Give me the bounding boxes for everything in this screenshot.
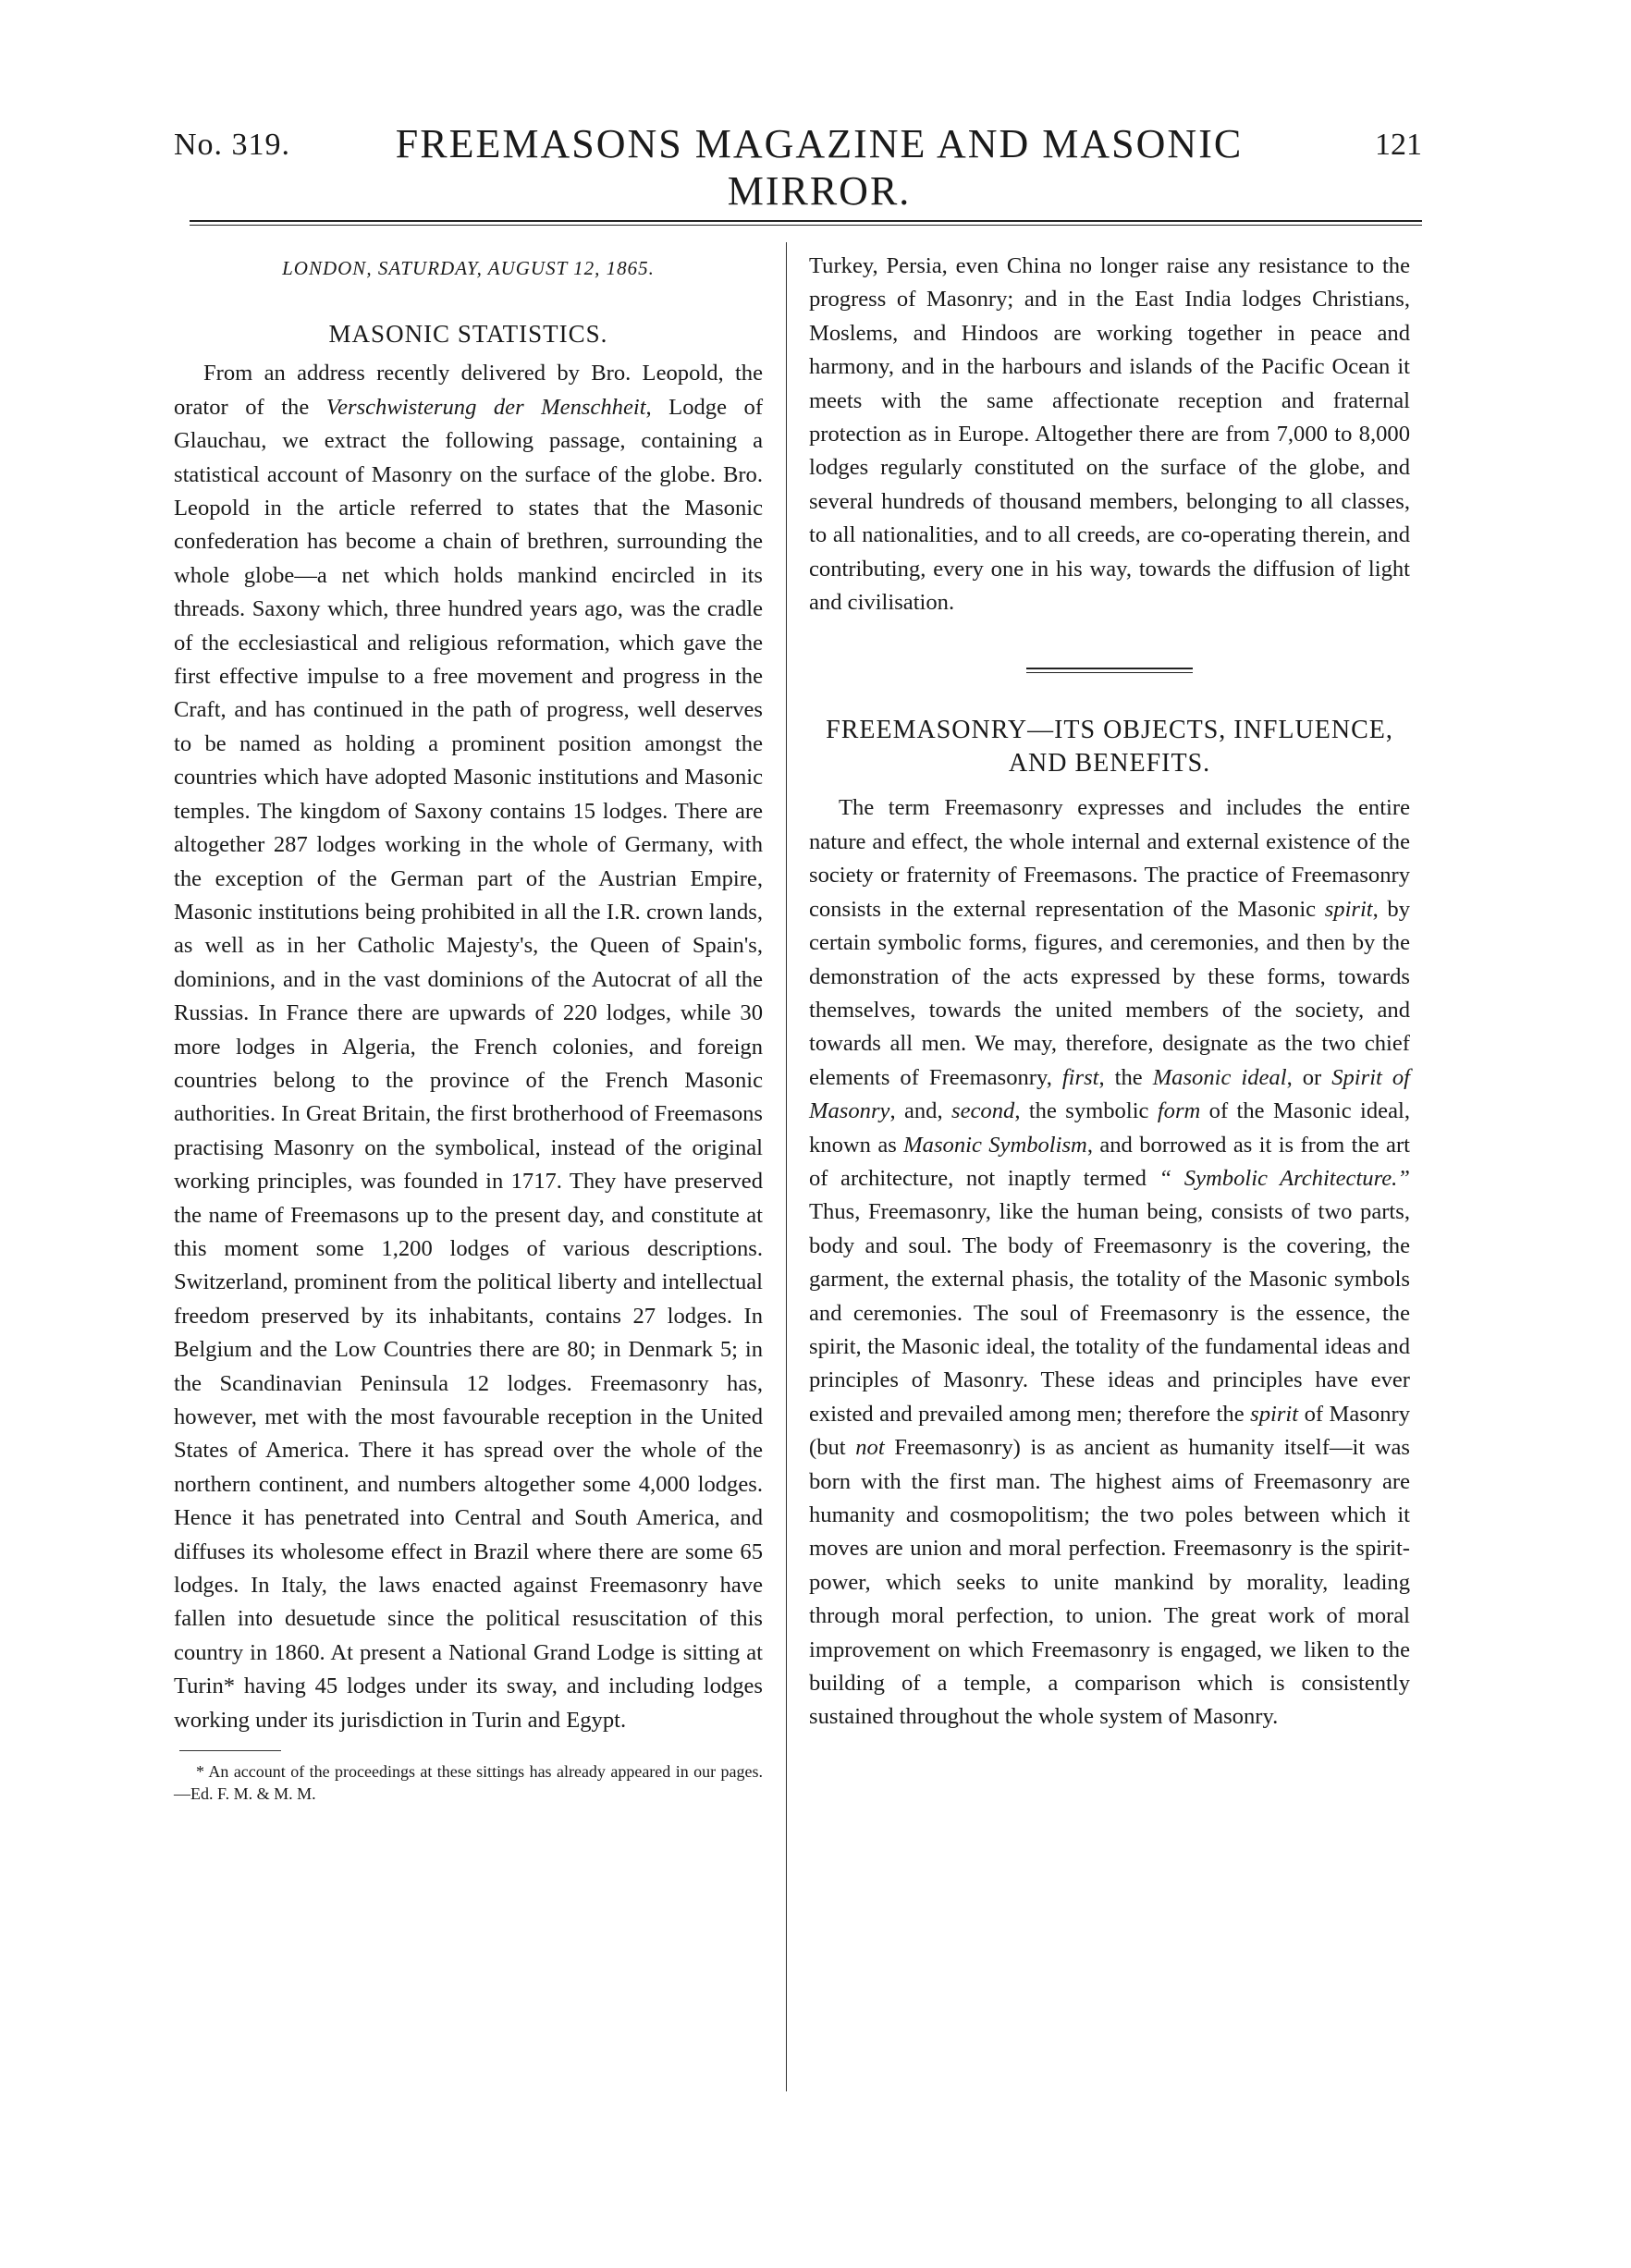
text-run: , and borrowed as it is from the art of architecture, not inaptly termed [809,1132,1410,1191]
emphasis: “ Symbolic Architecture.” [1159,1165,1410,1191]
text-run: From an address recently delivered by Bro. Leopold, the orator of the [174,361,763,420]
emphasis: Masonic Symbolism [903,1132,1087,1158]
left-column [174,250,763,1805]
emphasis: spirit [1250,1401,1299,1427]
text-run: , the [1098,1064,1153,1090]
emphasis: not [855,1435,885,1461]
text-run: , Lodge of Glauchau, we extract the following passage, containing a statistical account of Masonry on the surface of the globe. Bro. Leopold in the article referred to states that the Masonic confederation has become a chain of brethren, surrounding the whole globe—a net which holds mankind encircled in its threads. Saxony which, three hundred years ago, was the cradle of the ecclesiastical and religious reformation, which gave the first effective impulse to a free movement and progress in the Craft, and has continued in the path of progress, well deserves to be named as holding a prominent position amongst the countries which have adopted Masonic institutions and Masonic temples. The kingdom of Saxony contains 15 lodges. There are altogether 287 lodges working in the whole of Germany, with the exception of the German part of the Austrian Empire, Masonic institutions being prohibited in all the I.R. crown lands, as well as in her Catholic Majesty's, the Queen of Spain's, dominions, and in the vast dominions of the Autocrat of all the Russias. In France there are upwards of 220 lodges, while 30 more lodges in Algeria, the French colonies, and foreign countries belong to the province of the French Masonic authorities. In Great Britain, the first brotherhood of Freemasons practising Masonry on the symbolical, instead of the original working principles, was founded in 1717. They have preserved the name of Freemasons up to the present day, and constitute at this moment some 1,200 lodges of various descriptions. Switzerland, prominent from the political liberty and intellectual freedom preserved by its inhabitants, contains 27 lodges. In Belgium and the Low Countries there are 80; in Denmark 5; in the Scandinavian Peninsula 12 lodges. Freemasonry has, however, met with the most favourable reception in the United States of America. There it has spread over the whole of the northern continent, and numbers altogether some 4,000 lodges. Hence it has penetrated into Central and South America, and diffuses its wholesome effect in Brazil where there are some 65 lodges. In Italy, the laws enacted against Freemasonry have fallen into desuetude since the political resuscitation of this country in 1860. At present a National Grand Lodge is sitting at Turin* having 45 lodges under its sway, and including lodges working under its jurisdiction in Turin and Egypt. [174,394,764,1733]
article-heading-freemasonry-objects: FREEMASONRY—ITS OBJECTS, INFLUENCE, AND BENEFITS. [826,716,1393,778]
magazine-title: FREEMASONS MAGAZINE AND MASONIC MIRROR. [395,121,1244,214]
masthead-rule [190,220,1422,226]
footnote: * An account of the proceedings at these sittings has already appeared in our pages.—Ed. F. M. & M. M. [174,1762,763,1804]
text-run: of the Masonic ideal, known as [809,1098,1410,1158]
page-number: 121 [1375,128,1422,162]
emphasis: second [951,1098,1015,1124]
footnote-rule [179,1750,281,1751]
text-run: , the symbolic [1014,1098,1158,1124]
emphasis: Spirit of Masonry [809,1064,1410,1124]
masthead [174,118,1422,214]
emphasis: spirit [1324,896,1373,922]
emphasis: first [1061,1064,1099,1090]
article-paragraph [174,357,763,1737]
text-run: , and, [889,1098,952,1124]
emphasis: form [1157,1098,1201,1124]
dateline: LONDON, SATURDAY, AUGUST 12, 1865. [282,257,655,279]
article-heading-masonic-statistics: MASONIC STATISTICS. [328,320,608,349]
article-separator-rule [1026,668,1193,673]
text-run: , or [1286,1064,1332,1090]
text-run: , by certain symbolic forms, figures, and ceremonies, and then by the demonstration of the acts expressed by these forms, towards themselves, towards the united members of the society, and towards all men. We may, therefore, designate as the two chief elements of Freemasonry, [809,896,1410,1090]
issue-number: No. 319. [174,128,291,162]
text-run: Thus, Freemasonry, like the human being, consists of two parts, body and soul. The body of Freemasonry is the covering, the garment, the external phasis, the totality of the Masonic symbols and ceremonies. The soul of Freemasonry is the essence, the spirit, the Masonic ideal, the totality of the fundamental ideas and principles of Masonry. These ideas and principles have ever existed and prevailed among men; therefore the [809,1199,1410,1427]
column-divider [786,242,787,2091]
text-run: Freemasonry) is as ancient as humanity itself—it was born with the first man. The highest aims of Freemasonry are humanity and cosmopolitism; the two poles between which it moves are union and moral perfection. Freemasonry is the spirit-power, which seeks to unite mankind by morality, leading through moral perfection, to union. The great work of moral improvement on which Freemasonry is engaged, we liken to the building of a temple, a comparison which is consistently sustained throughout the whole system of Masonry. [809,1435,1410,1730]
text-run: The term Freemasonry expresses and includes the entire nature and effect, the whole internal and external existence of the society or fraternity of Freemasons. The practice of Freemasonry consists in the external representation of the Masonic [809,795,1410,922]
article-paragraph-continued: Turkey, Persia, even China no longer raise any resistance to the progress of Masonry; and in the East India lodges Christians, Moslems, and Hindoos are working together in peace and harmony, and in the harbours and islands of the Pacific Ocean it meets with the same affectionate reception and fraternal protection as in Europe. Altogether there are from 7,000 to 8,000 lodges regularly constituted on the surface of the globe, and several hundreds of thousand members, belonging to all classes, to all nationalities, and to all creeds, are co-operating therein, and contributing, every one in his way, towards the diffusion of light and civilisation. [809,253,1410,616]
text-run: of Masonry (but [809,1401,1410,1461]
emphasis: Masonic ideal [1152,1064,1287,1090]
right-column [809,250,1410,1735]
article-paragraph [809,791,1410,1734]
lodge-name: Verschwisterung der Menschheit [325,394,646,420]
